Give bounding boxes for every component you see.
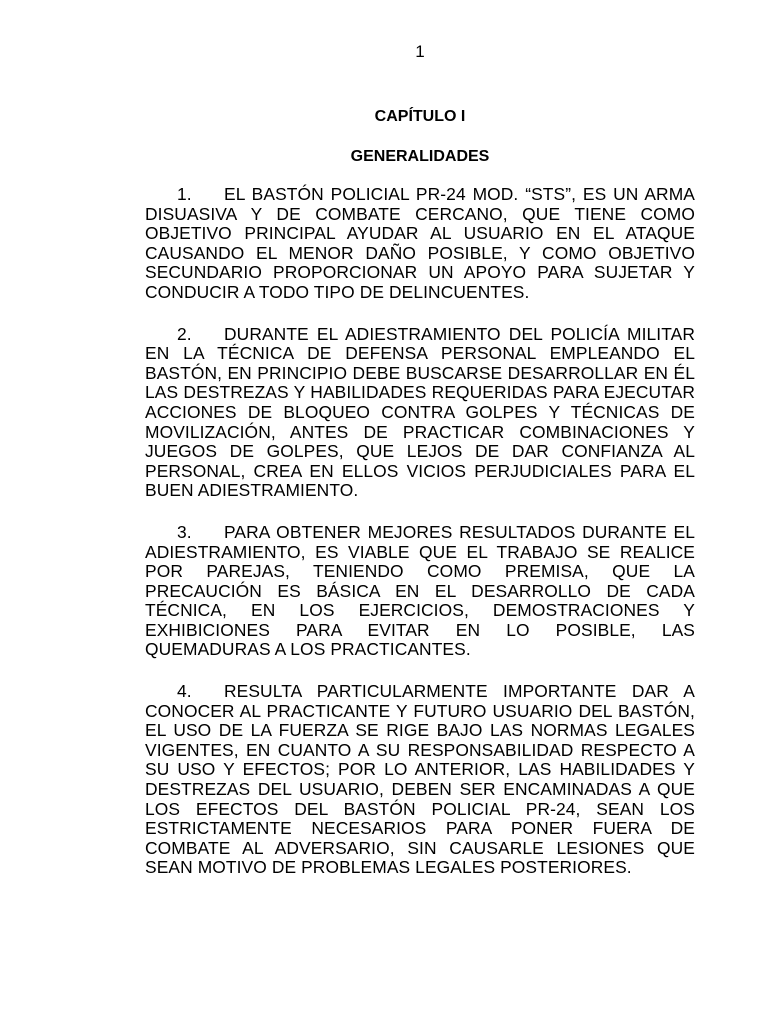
paragraph-text: DURANTE EL ADIESTRAMIENTO DEL POLICÍA MILITAR EN LA TÉCNICA DE DEFENSA PERSONAL EMPLEANDO EL BASTÓN, EN PRINCIPIO DEBE BUSCARSE DESARROLLAR EN ÉL LAS DESTREZAS Y HABILIDADES REQUERIDAS PARA EJECUTAR ACCIONES DE BLOQUEO CONTRA GOLPES Y TÉCNICAS DE MOVILIZACIÓN, ANTES DE PRACTICAR COMBINACIONES Y JUEGOS DE GOLPES, QUE LEJOS DE DAR CONFIANZA AL PERSONAL, CREA EN ELLOS VICIOS PERJUDICIALES PARA EL BUEN ADIESTRAMIENTO. xyxy=(145,323,695,501)
paragraph-text: EL BASTÓN POLICIAL PR-24 MOD. “STS”, ES UN ARMA DISUASIVA Y DE COMBATE CERCANO, QUE TIENE COMO OBJETIVO PRINCIPAL AYUDAR AL USUARIO EN EL ATAQUE CAUSANDO EL MENOR DAÑO POSIBLE, Y COMO OBJETIVO SECUNDARIO PROPORCIONAR UN APOYO PARA SUJETAR Y CONDUCIR A TODO TIPO DE DELINCUENTES. xyxy=(145,184,695,302)
paragraph-2 xyxy=(145,325,695,501)
page-number: 1 xyxy=(415,42,425,61)
paragraph-4 xyxy=(145,682,695,878)
paragraph-1 xyxy=(145,185,695,303)
chapter-heading: CAPÍTULO I xyxy=(374,108,466,125)
document-body xyxy=(145,185,695,900)
paragraph-number: 3. xyxy=(177,521,192,542)
paragraph-text: RESULTA PARTICULARMENTE IMPORTANTE DAR A CONOCER AL PRACTICANTE Y FUTURO USUARIO DEL BASTÓN, EL USO DE LA FUERZA SE RIGE BAJO LAS NORMAS LEGALES VIGENTES, EN CUANTO A SU RESPONSABILIDAD RESPECTO A SU USO Y EFECTOS; POR LO ANTERIOR, LAS HABILIDADES Y DESTREZAS DEL USUARIO, DEBEN SER ENCAMINADAS A QUE LOS EFECTOS DEL BASTÓN POLICIAL PR-24, SEAN LOS ESTRICTAMENTE NECESARIOS PARA PONER FUERA DE COMBATE AL ADVERSARIO, SIN CAUSARLE LESIONES QUE SEAN MOTIVO DE PROBLEMAS LEGALES POSTERIORES. xyxy=(145,681,695,878)
section-title: GENERALIDADES xyxy=(350,148,490,165)
paragraph-number: 1. xyxy=(177,184,192,204)
paragraph-number: 4. xyxy=(177,681,192,702)
paragraph-3 xyxy=(145,523,695,660)
paragraph-text: PARA OBTENER MEJORES RESULTADOS DURANTE EL ADIESTRAMIENTO, ES VIABLE QUE EL TRABAJO SE REALICE POR PAREJAS, TENIENDO COMO PREMISA, QUE LA PRECAUCIÓN ES BÁSICA EN EL DESARROLLO DE CADA TÉCNICA, EN LOS EJERCICIOS, DEMOSTRACIONES Y EXHIBICIONES PARA EVITAR EN LO POSIBLE, LAS QUEMADURAS A LOS PRACTICANTES. xyxy=(145,521,695,660)
paragraph-number: 2. xyxy=(177,323,192,344)
